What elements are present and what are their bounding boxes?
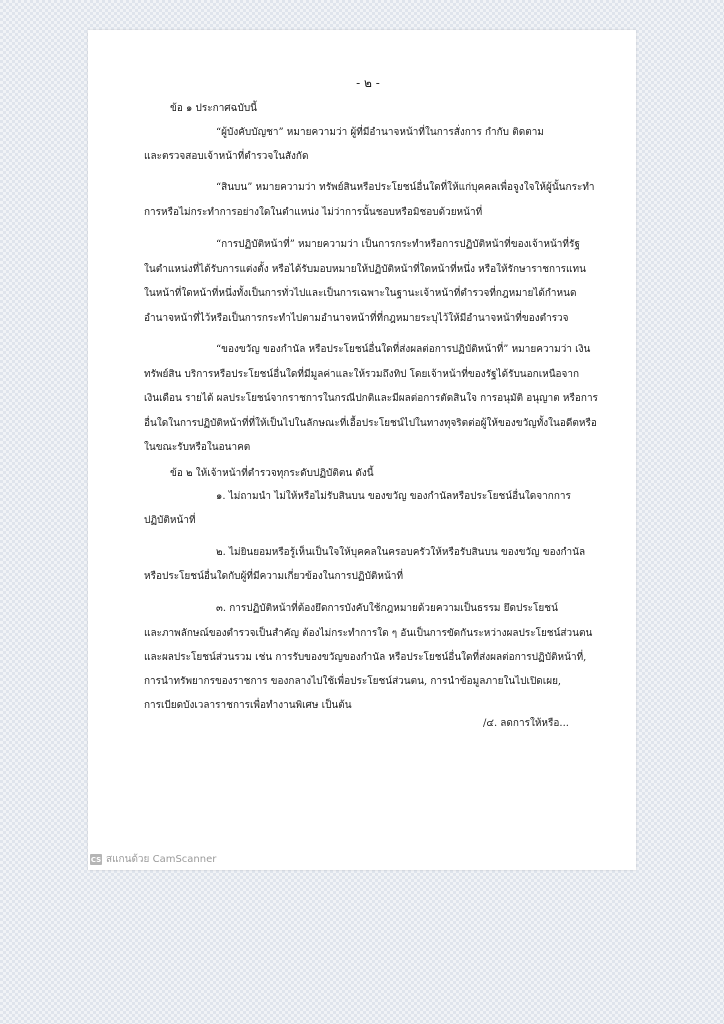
text-line: และผลประโยชน์ส่วนรวม เช่น การรับของขวัญของกำนัล หรือประโยชน์อื่นใดที่ส่งผลต่อการปฏิบัติหน้าที่, [144, 652, 587, 663]
text-line: อื่นใดในการปฏิบัติหน้าที่ที่ให้เป็นไปในลักษณะที่เอื้อประโยชน์ไปในทางทุจริตต่อผู้ให้ของขวัญทั้งในอดีตหรือ [144, 418, 597, 429]
text-line: ในตำแหน่งที่ได้รับการแต่งตั้ง หรือได้รับมอบหมายให้ปฏิบัติหน้าที่ใดหน้าที่หนึ่ง หรือให้รักษาราชการแทน [144, 264, 586, 275]
document-page [88, 30, 636, 870]
camscanner-logo-icon: CS [90, 855, 102, 864]
text-line: “ผู้บังคับบัญชา” หมายความว่า ผู้ที่มีอำนาจหน้าที่ในการสั่งการ กำกับ ติดตาม [216, 127, 544, 138]
text-line: การนำทรัพยากรของราชการ ของกลางไปใช้เพื่อประโยชน์ส่วนตน, การนำข้อมูลภายในไปเปิดเผย, [144, 676, 562, 687]
text-line: ๒. ไม่ยินยอมหรือรู้เห็นเป็นใจให้บุคคลในครอบครัวให้หรือรับสินบน ของขวัญ ของกำนัล [216, 547, 586, 558]
text-line: และตรวจสอบเจ้าหน้าที่ตำรวจในสังกัด [144, 151, 309, 162]
text-line: การหรือไม่กระทำการอย่างใดในตำแหน่ง ไม่ว่าการนั้นชอบหรือมิชอบด้วยหน้าที่ [144, 207, 483, 218]
text-line: ในหน้าที่ใดหน้าที่หนึ่งทั้งเป็นการทั่วไปและเป็นการเฉพาะในฐานะเจ้าหน้าที่ตำรวจที่กฎหมายได้กำหนด [144, 288, 577, 299]
text-line: “ของขวัญ ของกำนัล หรือประโยชน์อื่นใดที่ส่งผลต่อการปฏิบัติหน้าที่” หมายความว่า เงิน [216, 344, 591, 355]
text-line: ในขณะรับหรือในอนาคต [144, 442, 251, 453]
continuation-note: /๔. ลดการให้หรือ... [483, 718, 569, 729]
camscanner-watermark [90, 852, 216, 867]
page-number: - ๒ - [356, 76, 380, 90]
text-line: และภาพลักษณ์ของตำรวจเป็นสำคัญ ต้องไม่กระทำการใด ๆ อันเป็นการขัดกันระหว่างผลประโยชน์ส่วนตน [144, 628, 593, 639]
text-line: เงินเดือน รายได้ ผลประโยชน์จากราชการในกรณีปกติและมีผลต่อการตัดสินใจ การอนุมัติ อนุญาต หรือการ [144, 393, 598, 404]
clause-2-heading: ข้อ ๒ ให้เจ้าหน้าที่ตำรวจทุกระดับปฏิบัติตน ดังนี้ [170, 468, 374, 479]
text-line: หรือประโยชน์อื่นใดกับผู้ที่มีความเกี่ยวข้องในการปฏิบัติหน้าที่ [144, 571, 404, 582]
text-line: ๓. การปฏิบัติหน้าที่ต้องยึดการบังคับใช้กฎหมายด้วยความเป็นธรรม ยึดประโยชน์ [216, 603, 558, 614]
clause-1-heading: ข้อ ๑ ประกาศฉบับนี้ [170, 103, 257, 114]
text-line: ปฏิบัติหน้าที่ [144, 515, 196, 526]
text-line: ทรัพย์สิน บริการหรือประโยชน์อื่นใดที่มีมูลค่าและให้รวมถึงทิป โดยเจ้าหน้าที่ของรัฐได้รับนอกเหนือจาก [144, 369, 580, 380]
text-line: การเบียดบังเวลาราชการเพื่อทำงานพิเศษ เป็นต้น [144, 700, 352, 711]
text-line: “การปฏิบัติหน้าที่” หมายความว่า เป็นการกระทำหรือการปฏิบัติหน้าที่ของเจ้าหน้าที่รัฐ [216, 239, 580, 250]
watermark-text: สแกนด้วย CamScanner [106, 854, 217, 865]
text-line: อำนาจหน้าที่ไว้หรือเป็นการกระทำไปตามอำนาจหน้าที่ที่กฎหมายระบุไว้ให้มีอำนาจหน้าที่ของตำรวจ [144, 313, 569, 324]
text-line: ๑. ไม่ถามนำ ไม่ให้หรือไม่รับสินบน ของขวัญ ของกำนัลหรือประโยชน์อื่นใดจากการ [216, 491, 571, 502]
text-line: “สินบน” หมายความว่า ทรัพย์สินหรือประโยชน์อื่นใดที่ให้แก่บุคคลเพื่อจูงใจให้ผู้นั้นกระทำ [216, 182, 595, 193]
